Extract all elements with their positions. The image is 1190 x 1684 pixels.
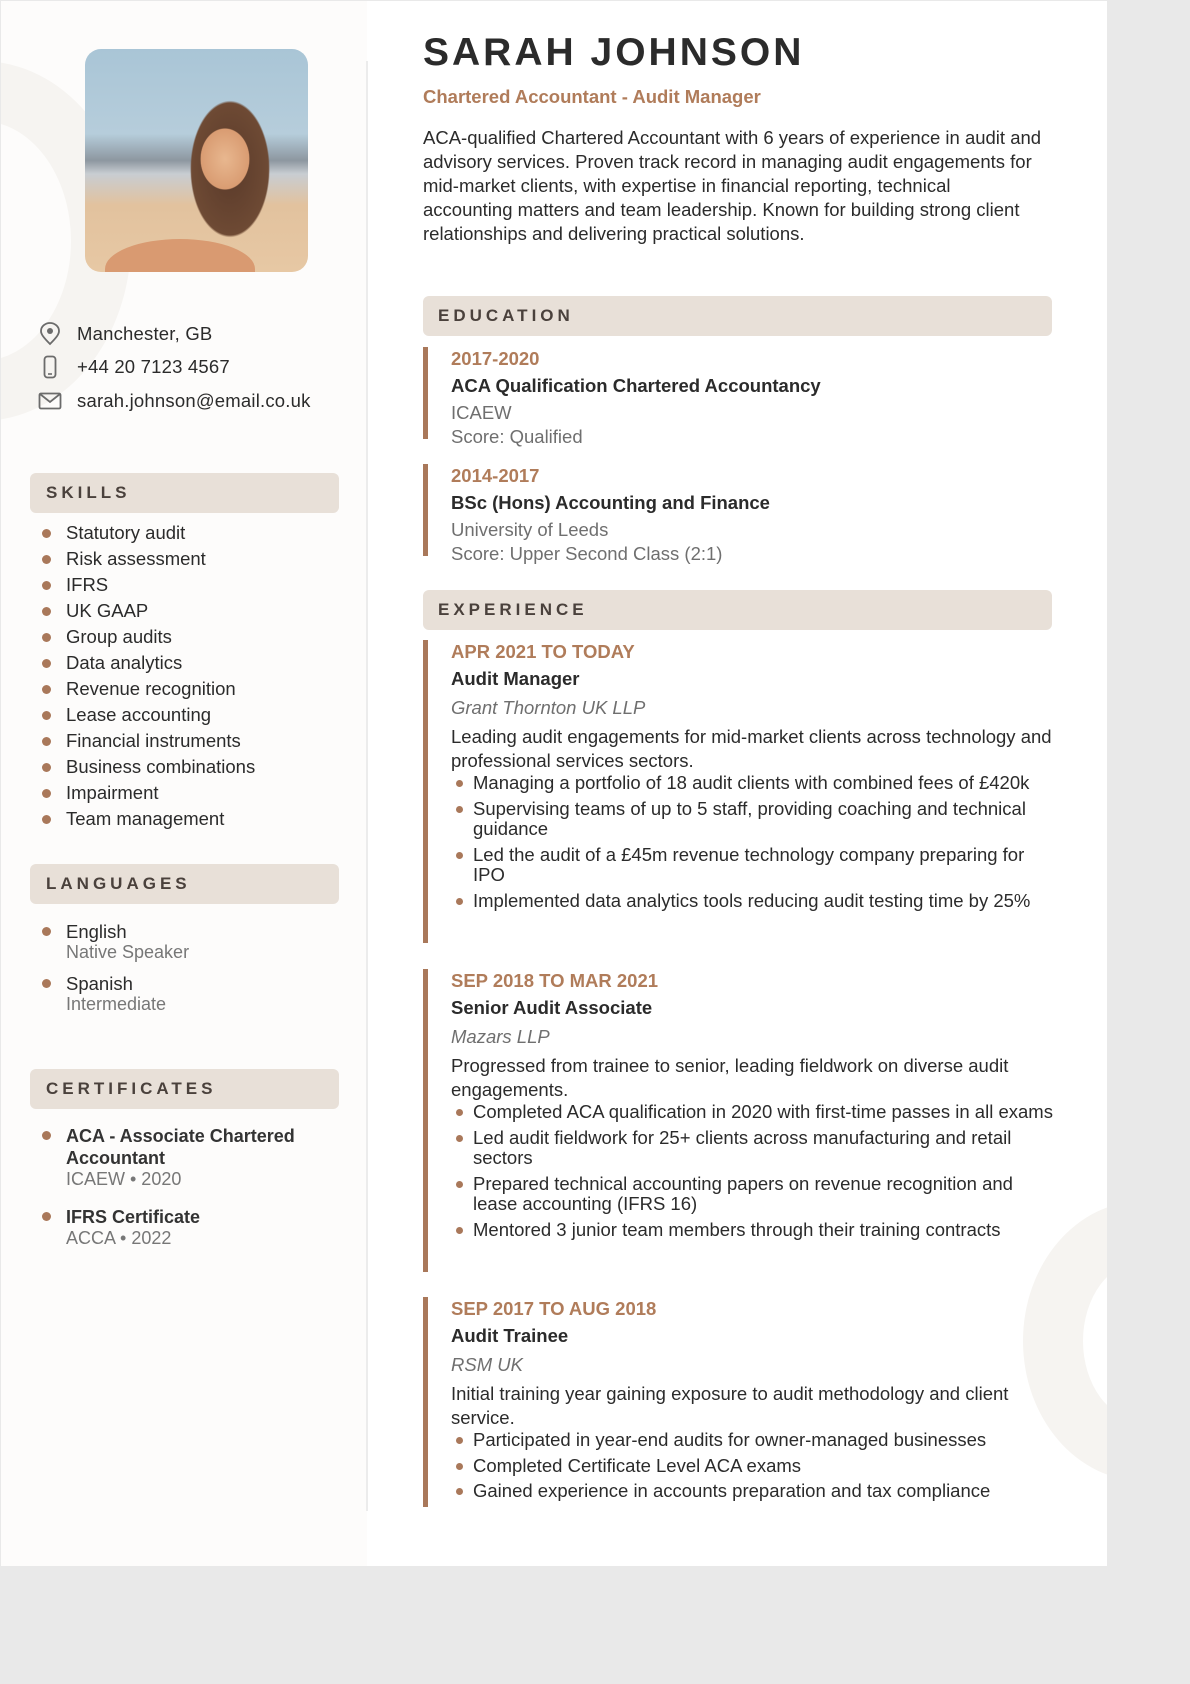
skill-item: Business combinations	[41, 754, 255, 780]
certificate-item	[41, 1206, 331, 1249]
education-score: Score: Qualified	[451, 426, 583, 447]
sidebar	[1, 1, 367, 1566]
experience-date: SEP 2017 TO AUG 2018	[451, 1298, 657, 1319]
skill-item: Impairment	[41, 780, 255, 806]
experience-bullet: Managing a portfolio of 18 audit clients with combined fees of £420k	[451, 773, 1053, 794]
skill-item: Data analytics	[41, 650, 255, 676]
photo-shoulder-shape	[105, 239, 255, 272]
certificate-name: ACA - Associate Chartered Accountant	[66, 1126, 295, 1168]
mail-icon	[37, 389, 63, 413]
certificate-meta: ICAEW • 2020	[66, 1169, 182, 1189]
experience-date: APR 2021 TO TODAY	[451, 641, 635, 662]
experience-bullet: Participated in year-end audits for owner-managed businesses	[451, 1430, 1053, 1451]
experience-bullet: Gained experience in accounts preparation and tax compliance	[451, 1481, 1053, 1502]
experience-bullet: Mentored 3 junior team members through their training contracts	[451, 1220, 1053, 1241]
profile-summary: ACA-qualified Chartered Accountant with 6 years of experience in audit and advisory services. Proven track record in managing audit engagements for mid-market clients, with expertise in financial reporting, technical accounting matters and team leadership. Known for building strong client relationships and delivering practical solutions.	[423, 127, 1042, 244]
experience-entry	[423, 640, 1053, 943]
contact-phone	[37, 351, 311, 385]
certificate-item	[41, 1125, 331, 1190]
candidate-role: Chartered Accountant - Audit Manager	[423, 86, 761, 107]
experience-bullet: Supervising teams of up to 5 staff, providing coaching and technical guidance	[451, 799, 1053, 840]
experience-company: RSM UK	[451, 1354, 523, 1375]
skills-heading: SKILLS	[30, 473, 339, 513]
experience-description: Initial training year gaining exposure to audit methodology and client service.	[451, 1383, 1009, 1428]
contact-info	[37, 317, 311, 418]
experience-bullet: Prepared technical accounting papers on revenue recognition and lease accounting (IFRS 16)	[451, 1174, 1053, 1215]
language-name: Spanish	[66, 973, 133, 994]
experience-bullet: Completed ACA qualification in 2020 with first-time passes in all exams	[451, 1102, 1053, 1123]
profile-photo	[85, 49, 308, 272]
experience-bullet: Implemented data analytics tools reducing audit testing time by 25%	[451, 891, 1053, 912]
language-item	[41, 921, 189, 963]
skill-item: Financial instruments	[41, 728, 255, 754]
language-level: Native Speaker	[66, 942, 190, 962]
language-level: Intermediate	[66, 994, 167, 1014]
education-degree: BSc (Hons) Accounting and Finance	[451, 492, 770, 513]
skills-list	[41, 520, 255, 832]
language-name: English	[66, 921, 127, 942]
experience-bullets	[451, 1430, 1053, 1502]
experience-entry	[423, 1297, 1053, 1507]
experience-date: SEP 2018 TO MAR 2021	[451, 970, 659, 991]
experience-heading: EXPERIENCE	[423, 590, 1052, 630]
education-institution: University of Leeds	[451, 519, 609, 540]
experience-bullets	[451, 773, 1053, 911]
education-date: 2014-2017	[451, 465, 540, 486]
education-date: 2017-2020	[451, 348, 540, 369]
experience-description: Progressed from trainee to senior, leading fieldwork on diverse audit engagements.	[451, 1055, 1009, 1100]
skill-item: Revenue recognition	[41, 676, 255, 702]
experience-company: Mazars LLP	[451, 1026, 550, 1047]
experience-bullets	[451, 1102, 1053, 1240]
contact-location	[37, 317, 311, 351]
education-entry	[423, 464, 1053, 564]
experience-bullet: Completed Certificate Level ACA exams	[451, 1456, 1053, 1477]
experience-bullet: Led the audit of a £45m revenue technology company preparing for IPO	[451, 845, 1053, 886]
experience-title: Audit Trainee	[451, 1325, 569, 1346]
skill-item: Statutory audit	[41, 520, 255, 546]
phone-text[interactable]: +44 20 7123 4567	[77, 356, 230, 378]
location-text: Manchester, GB	[77, 322, 213, 344]
language-item	[41, 973, 189, 1015]
candidate-name: SARAH JOHNSON	[423, 31, 805, 74]
experience-title: Senior Audit Associate	[451, 997, 653, 1018]
education-degree: ACA Qualification Chartered Accountancy	[451, 375, 821, 396]
experience-company: Grant Thornton UK LLP	[451, 697, 646, 718]
languages-heading: LANGUAGES	[30, 864, 339, 904]
education-institution: ICAEW	[451, 402, 512, 423]
certificate-meta: ACCA • 2022	[66, 1228, 172, 1248]
email-link[interactable]: sarah.johnson@email.co.uk	[77, 389, 311, 411]
education-score: Score: Upper Second Class (2:1)	[451, 543, 723, 564]
education-entry	[423, 347, 1053, 447]
experience-description: Leading audit engagements for mid-market clients across technology and professional services sectors.	[451, 726, 1052, 771]
skill-item: Lease accounting	[41, 702, 255, 728]
education-heading: EDUCATION	[423, 296, 1052, 336]
certificates-heading: CERTIFICATES	[30, 1069, 339, 1109]
skill-item: Group audits	[41, 624, 255, 650]
resume-page	[1, 1, 1107, 1566]
experience-bullet: Led audit fieldwork for 25+ clients across manufacturing and retail sectors	[451, 1128, 1053, 1169]
skill-item: Team management	[41, 806, 255, 832]
phone-icon	[37, 355, 63, 379]
contact-email	[37, 384, 311, 418]
skill-item: IFRS	[41, 572, 255, 598]
certificate-name: IFRS Certificate	[66, 1207, 201, 1227]
languages-list	[41, 921, 189, 1025]
experience-entry	[423, 969, 1053, 1272]
location-pin-icon	[37, 322, 63, 346]
skill-item: Risk assessment	[41, 546, 255, 572]
skill-item: UK GAAP	[41, 598, 255, 624]
sidebar-divider	[366, 61, 368, 1511]
experience-title: Audit Manager	[451, 668, 580, 689]
certificates-list	[41, 1125, 331, 1259]
